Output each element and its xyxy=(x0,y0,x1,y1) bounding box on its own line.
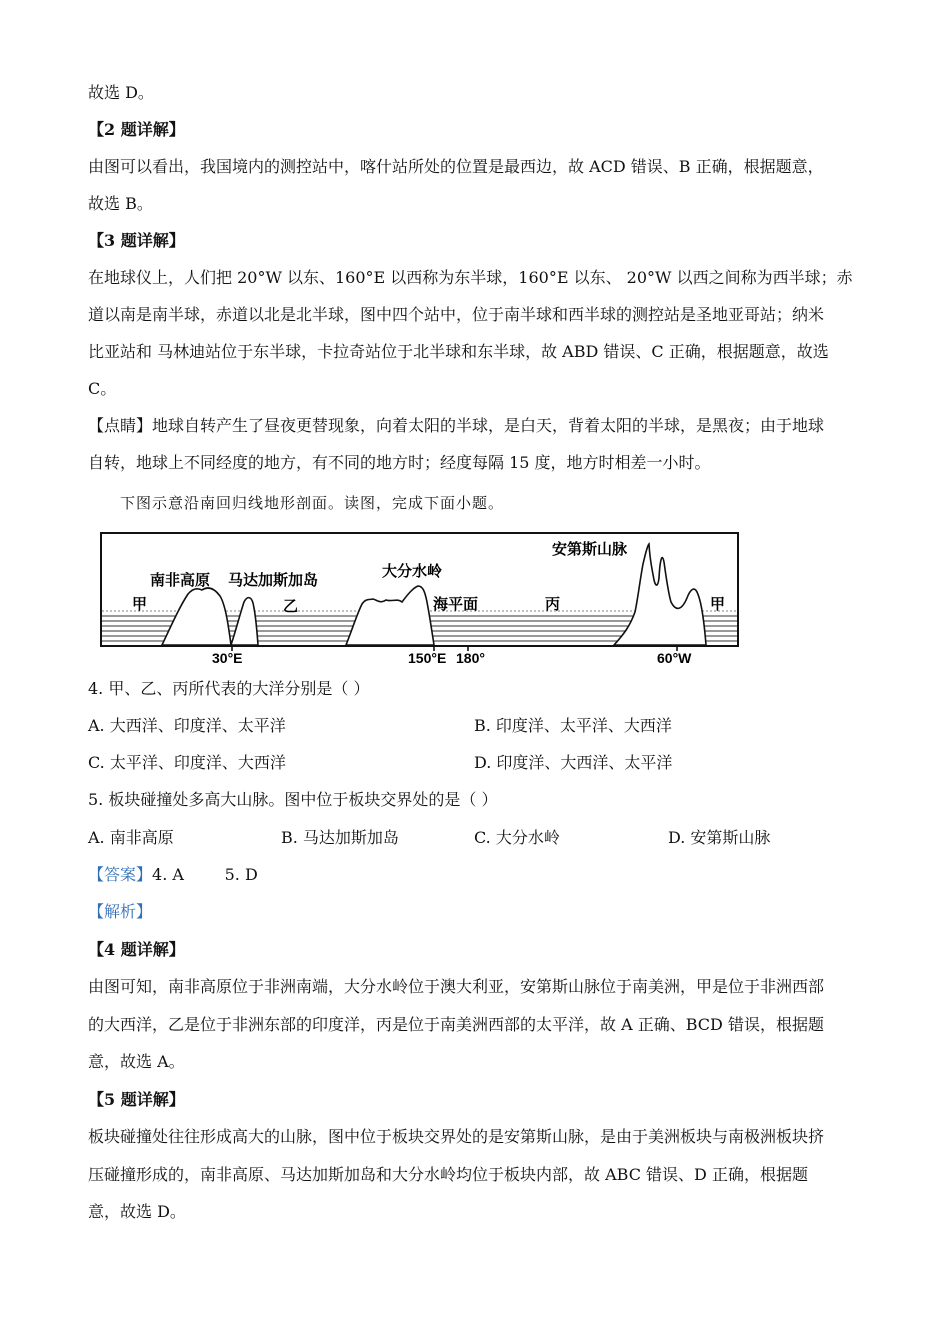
label-yi: 乙 xyxy=(283,597,299,615)
label-jia-right: 甲 xyxy=(710,595,726,613)
q5-option-d: D. 安第斯山脉 xyxy=(668,828,771,847)
text-line: 道以南是南半球，赤道以北是北半球，图中四个站中，位于南半球和西半球的测控站是圣地亚哥站；纳米 xyxy=(88,305,825,324)
figure-intro: 下图示意沿南回归线地形剖面。读图，完成下面小题。 xyxy=(120,494,505,512)
q4-option-c: C. 太平洋、印度洋、大西洋 xyxy=(88,753,286,772)
label-sea-level: 海平面 xyxy=(433,595,479,613)
detail-5-line: 压碰撞形成的，南非高原、马达加斯加岛和大分水岭均位于板块内部，故 ABC 错误、D 正确，根据题 xyxy=(88,1165,808,1184)
text-line: 故选 B。 xyxy=(88,194,153,213)
detail-5-line: 板块碰撞处往往形成高大的山脉，图中位于板块交界处的是安第斯山脉，是由于美洲板块与南极洲板块挤 xyxy=(88,1127,825,1146)
section-heading: 【3 题详解】 xyxy=(88,231,185,250)
q5-option-b: B. 马达加斯加岛 xyxy=(281,828,399,847)
question-5-stem: 5. 板块碰撞处多高大山脉。图中位于板块交界处的是（ ） xyxy=(88,790,498,809)
q4-option-a: A. 大西洋、印度洋、太平洋 xyxy=(88,716,286,735)
label-bing: 丙 xyxy=(545,595,561,613)
q4-option-d: D. 印度洋、大西洋、太平洋 xyxy=(474,753,673,772)
axis-label-60w: 60°W xyxy=(657,650,692,664)
axis-label-180: 180° xyxy=(456,650,485,664)
axis-label-150e: 150°E xyxy=(408,650,447,664)
detail-4-line: 意，故选 A。 xyxy=(88,1052,185,1071)
question-4-stem: 4. 甲、乙、丙所代表的大洋分别是（ ） xyxy=(88,679,370,698)
detail-4-line: 的大西洋，乙是位于非洲东部的印度洋，丙是位于南美洲西部的太平洋，故 A 正确、BCD 错误，根据题 xyxy=(88,1015,824,1034)
label-jia-left: 甲 xyxy=(132,595,148,613)
answer-text: 4. A 5. D xyxy=(152,865,258,884)
answer-line xyxy=(88,865,258,885)
q4-option-b: B. 印度洋、太平洋、大西洋 xyxy=(474,716,672,735)
text-line: 由图可以看出，我国境内的测控站中，喀什站所处的位置是最西边，故 ACD 错误、B 正确，根据题意， xyxy=(88,157,824,176)
text-line: C。 xyxy=(88,379,117,398)
text-line: 在地球仪上，人们把 20°W 以东、160°E 以西称为东半球，160°E 以东、 20°W 以西之间称为西半球；赤 xyxy=(88,268,853,287)
text-line: 自转，地球上不同经度的地方，有不同的地方时；经度每隔 15 度，地方时相差一小时。 xyxy=(88,453,711,472)
detail-5-heading: 【5 题详解】 xyxy=(88,1090,185,1109)
terrain-profile-figure xyxy=(100,532,740,664)
label-great-dividing-range: 大分水岭 xyxy=(382,562,443,580)
text-line: 故选 D。 xyxy=(88,83,154,102)
text-line: 【点睛】地球自转产生了昼夜更替现象，向着太阳的半球，是白天，背着太阳的半球，是黑夜；由于地球 xyxy=(88,416,825,435)
q5-option-c: C. 大分水岭 xyxy=(474,828,560,847)
analysis-tag: 【解析】 xyxy=(88,902,153,921)
text-line: 比亚站和 马林迪站位于东半球，卡拉奇站位于北半球和东半球，故 ABD 错误、C 正确，根据题意，故选 xyxy=(88,342,829,361)
axis-label-30e: 30°E xyxy=(212,650,243,664)
detail-4-line: 由图可知，南非高原位于非洲南端，大分水岭位于澳大利亚，安第斯山脉位于南美洲，甲是位于非洲西部 xyxy=(88,977,825,996)
label-andes: 安第斯山脉 xyxy=(552,540,628,558)
detail-4-heading: 【4 题详解】 xyxy=(88,940,185,959)
label-madagascar: 马达加斯加岛 xyxy=(228,571,319,589)
detail-5-line: 意，故选 D。 xyxy=(88,1202,186,1221)
q5-option-a: A. 南非高原 xyxy=(88,828,174,847)
answer-tag: 【答案】 xyxy=(88,865,153,884)
section-heading: 【2 题详解】 xyxy=(88,120,185,139)
label-south-africa-plateau: 南非高原 xyxy=(150,571,211,589)
